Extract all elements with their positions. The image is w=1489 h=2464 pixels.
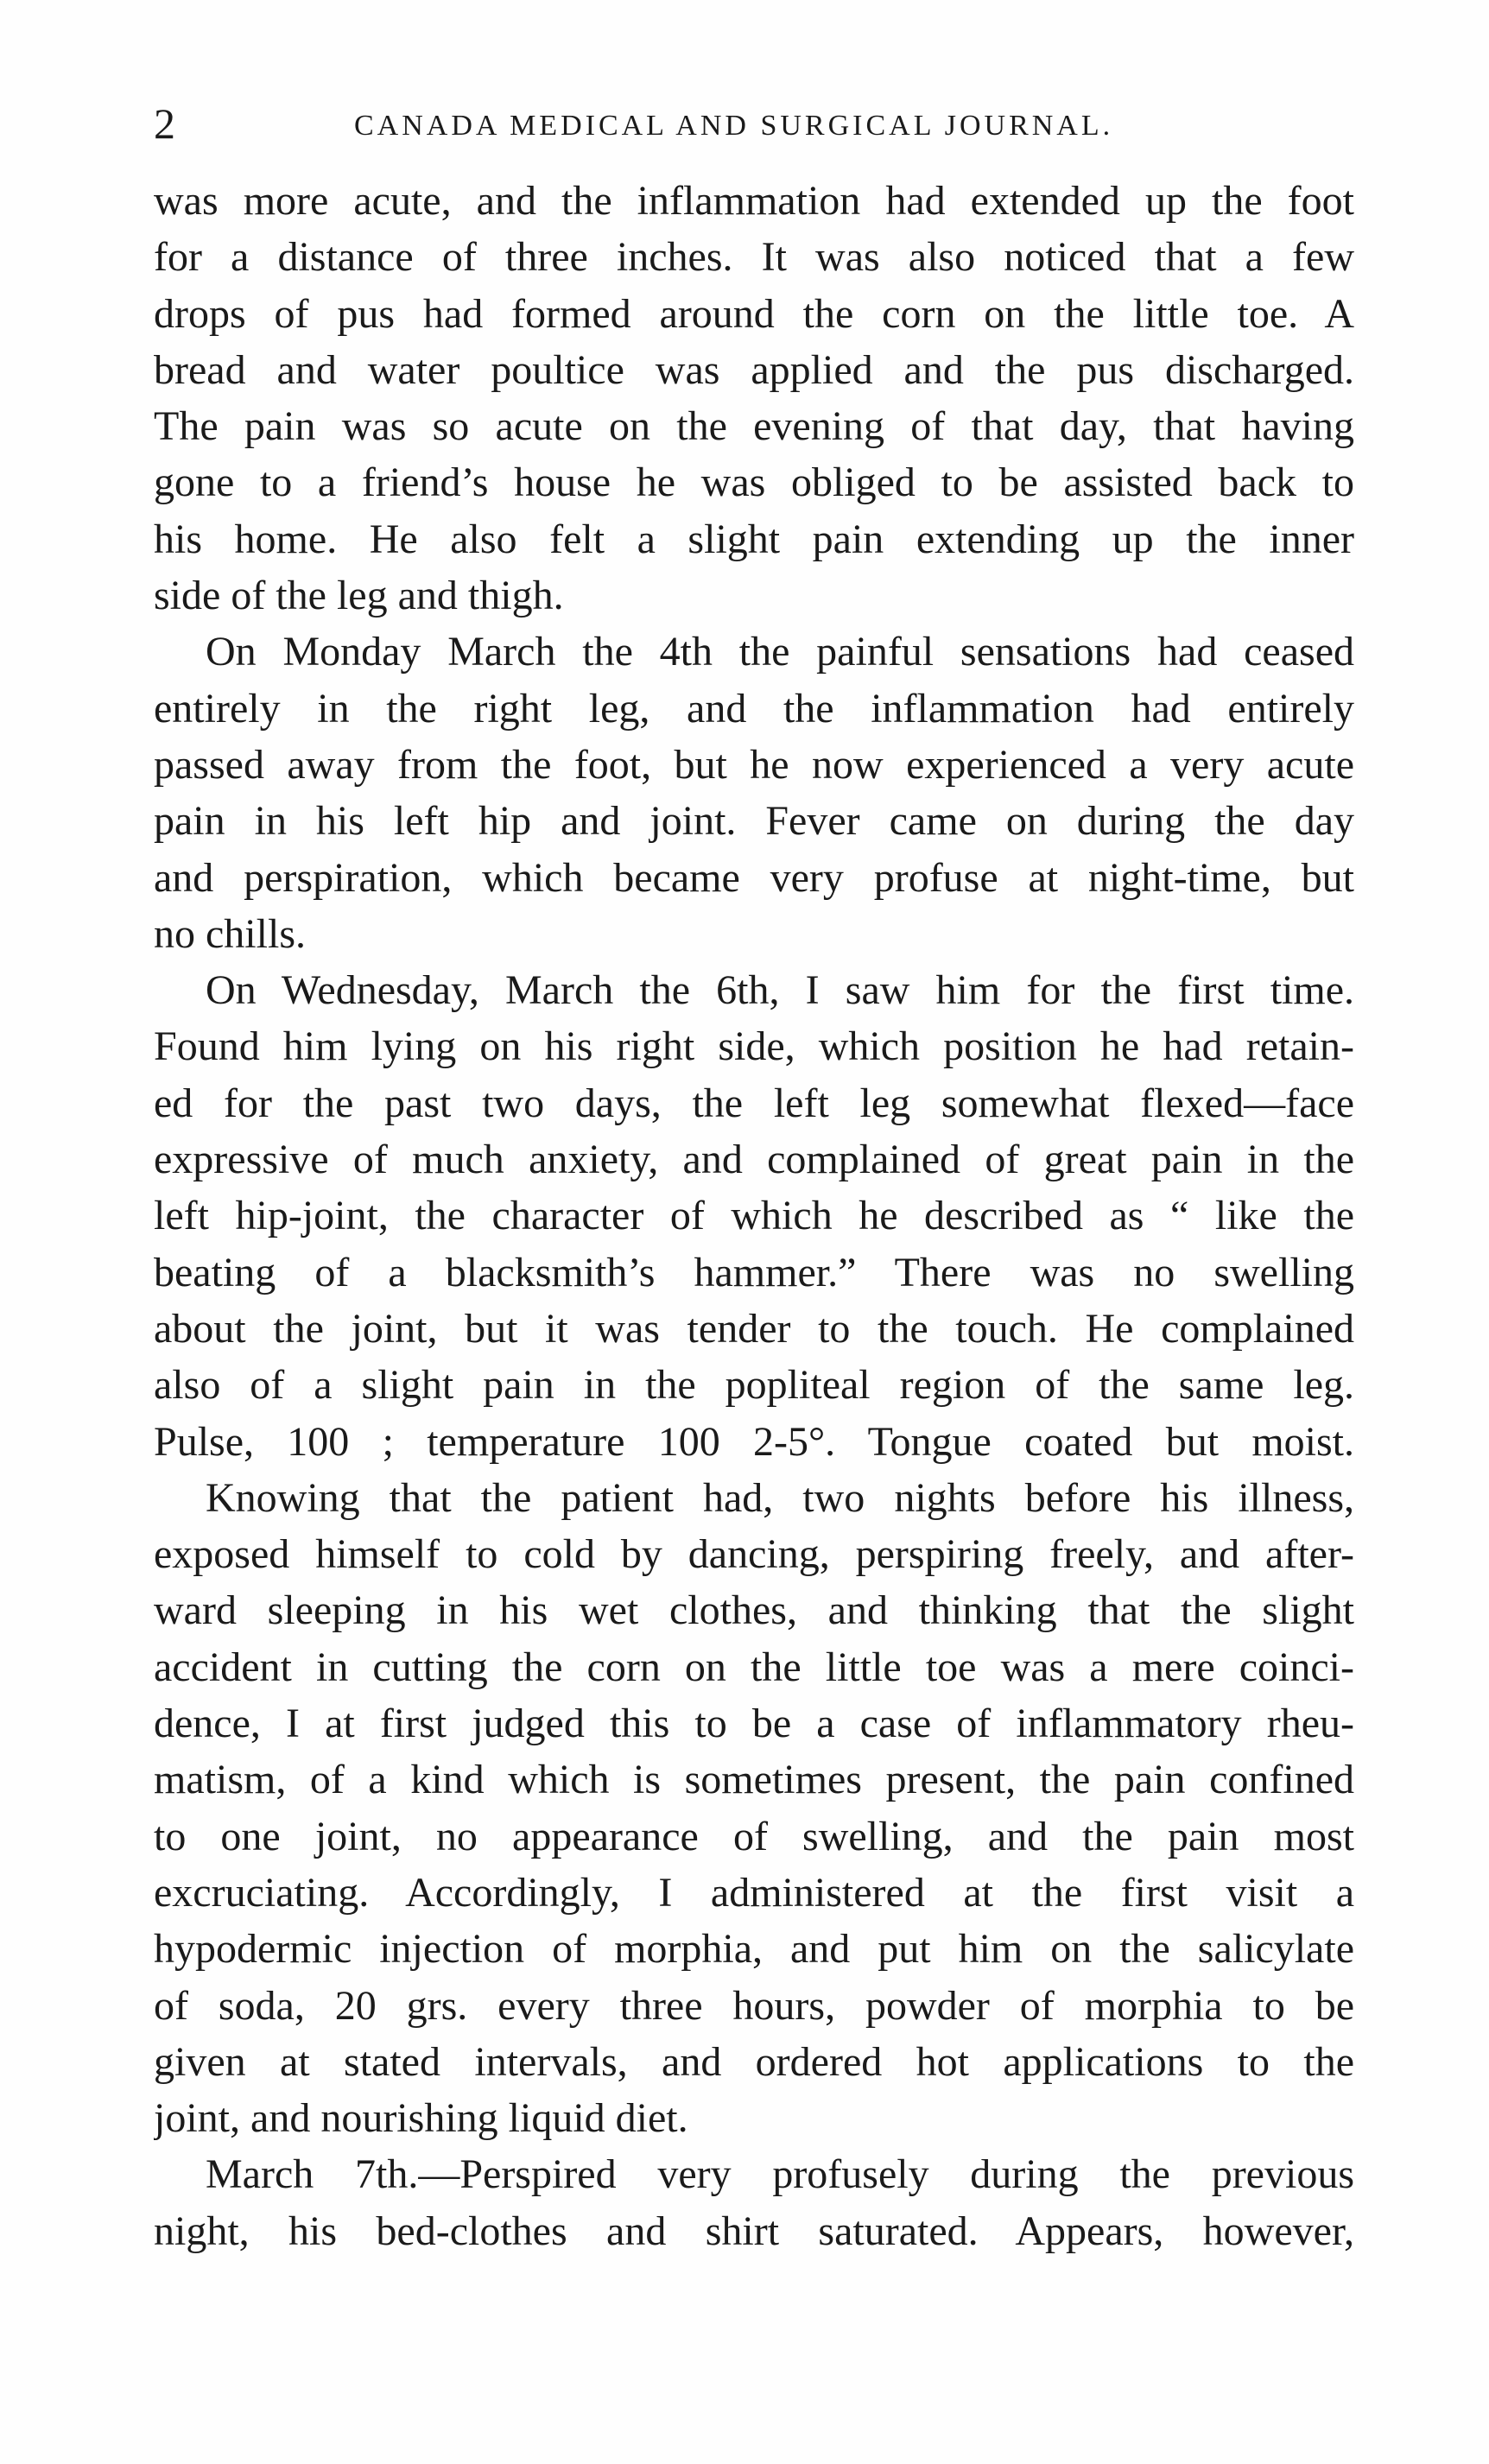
text-line: of soda, 20 grs. every three hours, powder of morphia to be [154,1982,1354,2029]
text-line: The pain was so acute on the evening of that day, that having [154,403,1354,450]
text-line: hypodermic injection of morphia, and put him on the salicylate [154,1926,1354,1973]
text-line: ward sleeping in his wet clothes, and thinking that the slight [154,1587,1354,1634]
text-line: no chills. [154,910,306,957]
text-line: left hip-joint, the character of which he described as “ like the [154,1193,1354,1239]
text-line: exposed himself to cold by dancing, perspiring freely, and after- [154,1531,1354,1578]
text-line: for a distance of three inches. It was also noticed that a few [154,234,1354,281]
text-line: night, his bed-clothes and shirt saturated. Appears, however, [154,2207,1354,2254]
page-number: 2 [154,99,175,148]
text-line: his home. He also felt a slight pain extending up the inner [154,516,1354,562]
text-line: On Wednesday, March the 6th, I saw him for the first time. [206,967,1354,1014]
text-line: passed away from the foot, but he now experienced a very acute [154,741,1354,788]
text-line: pain in his left hip and joint. Fever came on during the day [154,798,1354,845]
text-line: expressive of much anxiety, and complained of great pain in the [154,1137,1354,1183]
text-line: Found him lying on his right side, which position he had retain- [154,1023,1354,1070]
text-line: side of the leg and thigh. [154,573,564,619]
journal-title: CANADA MEDICAL AND SURGICAL JOURNAL. [354,110,1114,142]
text-line: was more acute, and the inflammation had extended up the foot [154,178,1354,224]
text-line: March 7th.—Perspired very profusely during the previous [206,2151,1354,2198]
text-line: Knowing that the patient had, two nights before his illness, [206,1474,1354,1521]
text-line: matism, of a kind which is sometimes present, the pain confined [154,1757,1354,1803]
text-line: beating of a blacksmith’s hammer.” There was no swelling [154,1249,1354,1295]
text-line: ed for the past two days, the left leg somewhat flexed—face [154,1080,1354,1126]
text-line: about the joint, but it was tender to the touch. He complained [154,1305,1354,1352]
text-line: accident in cutting the corn on the little toe was a mere coinci- [154,1644,1354,1690]
body-text [154,173,1354,2259]
text-line: gone to a friend’s house he was obliged to be assisted back to [154,459,1354,506]
text-line: bread and water poultice was applied and the pus discharged. [154,346,1354,393]
text-line: entirely in the right leg, and the inflammation had entirely [154,685,1354,732]
text-line: Pulse, 100 ; temperature 100 2-5°. Tongue coated but moist. [154,1418,1354,1465]
text-line: to one joint, no appearance of swelling, and the pain most [154,1813,1354,1859]
text-line: and perspiration, which became very profuse at night-time, but [154,854,1354,901]
text-line: joint, and nourishing liquid diet. [154,2095,688,2142]
text-line: given at stated intervals, and ordered hot applications to the [154,2038,1354,2085]
running-head [154,93,1354,154]
text-line: also of a slight pain in the popliteal region of the same leg. [154,1362,1354,1409]
text-line: On Monday March the 4th the painful sensations had ceased [206,629,1354,675]
text-line: dence, I at first judged this to be a case of inflammatory rheu- [154,1701,1354,1747]
text-line: drops of pus had formed around the corn on the little toe. A [154,290,1354,337]
text-line: excruciating. Accordingly, I administered at the first visit a [154,1869,1354,1916]
